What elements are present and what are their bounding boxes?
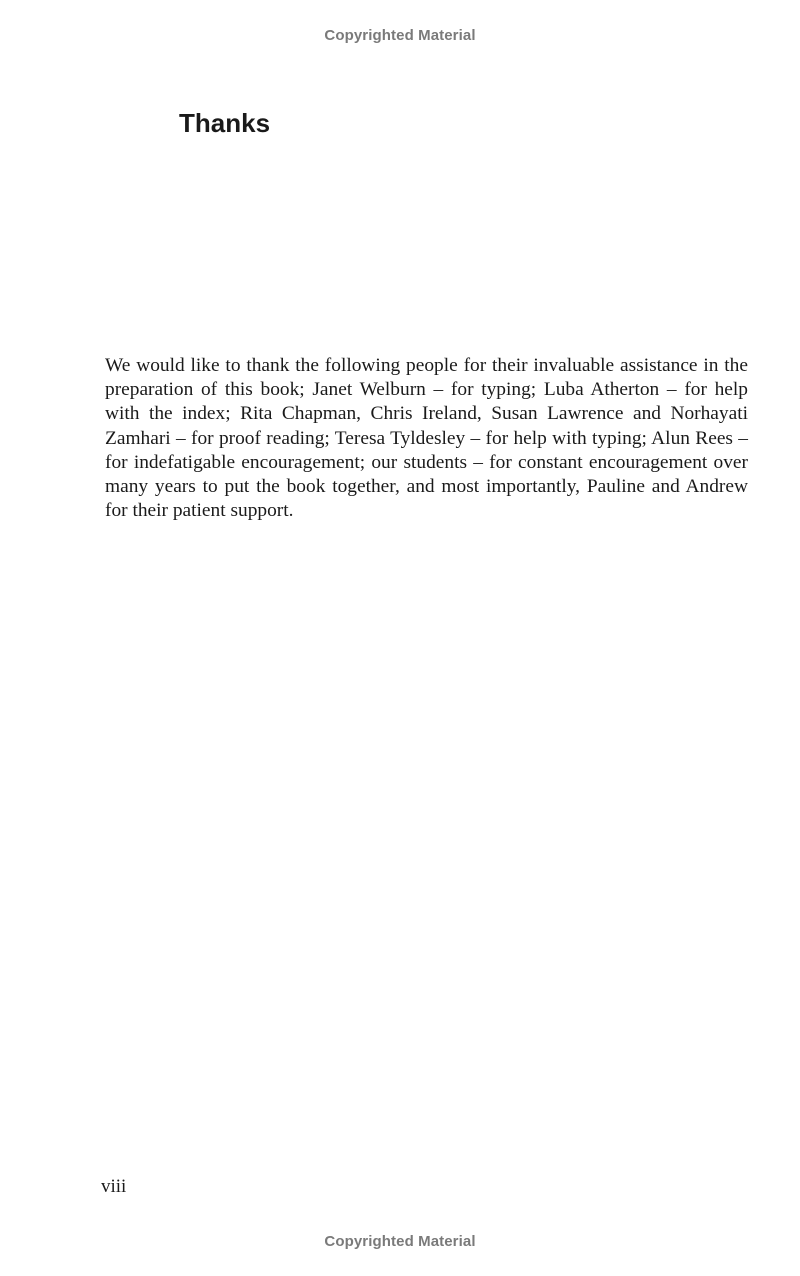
page-number: viii bbox=[101, 1176, 127, 1197]
copyright-watermark-bottom: Copyrighted Material bbox=[324, 1233, 476, 1250]
page-title: Thanks bbox=[179, 108, 271, 138]
copyright-watermark-top: Copyrighted Material bbox=[324, 27, 476, 44]
acknowledgements-paragraph: We would like to thank the following people for their invaluable assistance in the preparation of this book; Janet Welburn – for typing; Luba Atherton – for help with the index; Rita Chapman, Chris Ireland, Susan Lawrence and Norhayati Zamhari – for proof reading; Teresa Tyldesley – for help with typing; Alun Rees – for indefatigable encouragement; our students – for constant encouragement over many years to put the book together, and most importantly, Pauline and Andrew for their patient support. bbox=[105, 355, 748, 522]
